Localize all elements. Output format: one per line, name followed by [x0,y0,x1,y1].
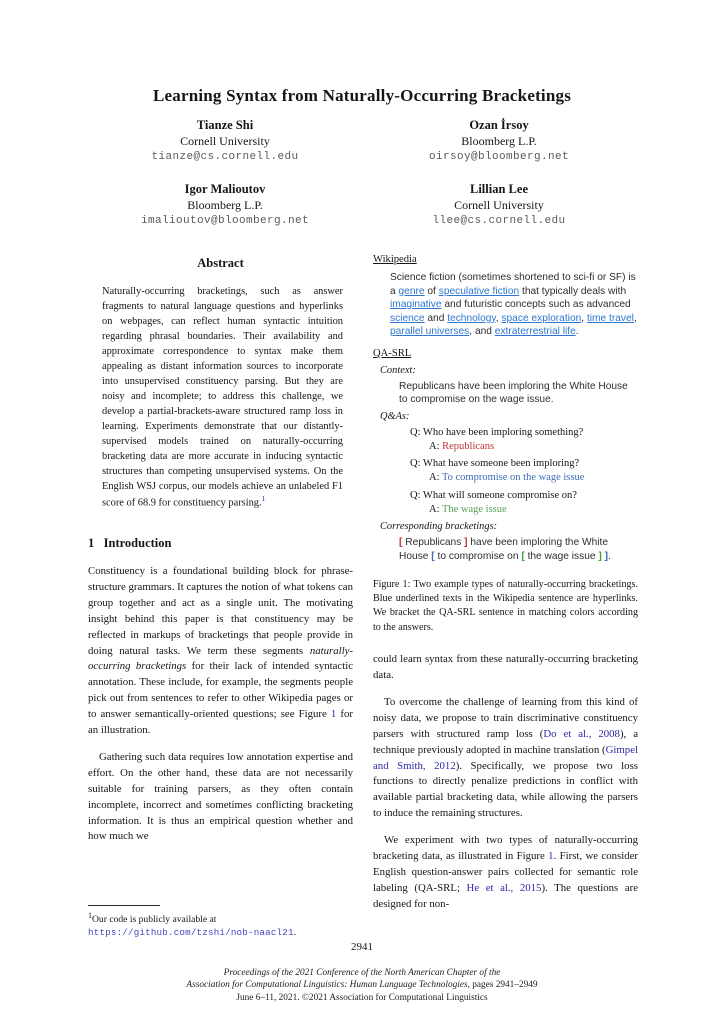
author-email: imalioutov@bloomberg.net [140,215,310,228]
body-text: ). Specifically, we propose two loss functions to directly penalize predictions in conflict with available partial bracketing data, while allowing the parsers to induce the remaining structures. [373,759,638,820]
wiki-text: and [424,312,448,324]
abstract-text: Naturally-occurring bracketings, such as answer fragments to natural language questions and hyperlinks on webpages, can reflect human syntactic intuition regarding phrasal boundaries. Their availability and approximate correspondence to syntax make them appealing as distant information sources to incorporate into unsupervised constituency parsing. But they are noisy and incomplete; to address this challenge, we develop a partial-brackets-aware structured ramp loss in learning. Experiments demonstrate that our distantly-supervised models trained on naturally-occurring bracketing data are more accurate in inducing syntactic structures than competing unsupervised systems. On the English WSJ corpus, our models achieve an unlabeled F1 score of 68.9 for constituency parsing. [102,286,343,509]
bracketings-label: Corresponding bracketings: [380,520,498,532]
wiki-hyperlink-parallel-universes[interactable]: parallel universes [390,326,470,338]
author-name: Igor Malioutov [184,181,266,196]
bracketed-text: have been imploring the White House [399,536,608,562]
author-affiliation: Bloomberg L.P. [187,197,263,212]
context-sentence: Republicans have been imploring the White House to compromise on the wage issue. [399,380,628,406]
body-paragraph-3 [373,833,638,913]
author-block [88,117,636,230]
wiki-hyperlink-genre[interactable]: genre [398,285,425,297]
body-paragraph-2 [373,695,638,822]
answer-prefix: A: [429,503,442,515]
body-text: To overcome the challenge of learning from this kind of noisy data, we propose to train discriminative constituency parsers with structured ramp loss ( [373,695,638,740]
wiki-text: and futuristic concepts such as advanced [441,299,631,311]
citation-do-et-al-2008[interactable]: Do et al., 2008 [543,727,620,740]
answer-text-red: Republicans [442,441,495,453]
body-text: We experiment with two types of naturally-occurring bracketing data, as illustrated in Figure [373,834,638,862]
close-bracket-blue: ] [604,550,609,562]
right-column-body [373,652,638,912]
qa-answer [429,440,638,454]
author-lillian-lee [362,181,636,230]
figure-1-reference-link[interactable]: 1 [548,849,554,862]
answer-prefix: A: [429,472,442,484]
author-ozan-irsoy [362,117,636,166]
close-bracket-green: ] [598,550,602,562]
body-paragraph-continuation: could learn syntax from these naturally-occurring bracketing data. [373,653,638,682]
figure-qasrl-label: QA-SRL [373,347,412,359]
open-bracket-blue: [ [431,550,435,562]
footnote-ref-link[interactable]: 1 [261,494,266,504]
body-text: ), a technique previously adopted in machine translation ( [373,727,638,756]
wiki-text: . [575,326,579,338]
close-bracket-red: ] [464,536,468,548]
bracketed-text: the wage issue [524,550,599,562]
qa-list [373,426,638,517]
author-name: Ozan İrsoy [469,118,529,132]
author-affiliation: Cornell University [454,197,544,212]
qa-answer [429,471,638,485]
figure-wikipedia-excerpt [390,271,638,339]
qa-question: Q: What will someone compromise on? [410,489,577,501]
intro-p1-text: Constituency is a foundational building block for phrase-structure grammars. It captures the notion of what tokens can group together and act as a single unit. The motivating insight behind this paper is that constituency may be reflected in markups of bracketings that people provide in doing natural tasks. We term these segments [88,564,353,657]
paper-title: Learning Syntax from Naturally-Occurring Bracketings [152,86,572,105]
author-email: llee@cs.cornell.edu [432,215,566,228]
wiki-hyperlink-science[interactable]: science [390,312,425,324]
author-tianze-shi [88,117,362,166]
abstract-heading: Abstract [197,256,244,270]
page-number: 2941 [351,941,373,953]
footnote-period: . [293,927,297,939]
author-email: oirsoy@bloomberg.net [428,151,570,164]
wiki-text: of [424,285,439,297]
wiki-hyperlink-technology[interactable]: technology [447,312,496,324]
footer-line-1: Proceedings of the 2021 Conference of the North American Chapter of the [223,968,501,978]
qa-question: Q: Who have been imploring something? [410,426,584,438]
wiki-hyperlink-imaginative[interactable]: imaginative [390,299,442,311]
wiki-text: , [581,312,587,324]
proceedings-footer [0,967,724,1004]
qas-label: Q&As: [380,410,410,422]
intro-p1-text: for an illustration. [88,708,354,737]
abstract-body [102,284,343,511]
qa-question: Q: What have someone been imploring? [410,458,580,470]
bracketed-text: . [608,550,611,562]
wiki-text: , and [469,326,495,338]
body-text: ). The questions are designed for non- [373,881,639,910]
footer-pages: , pages 2941–2949 [467,980,538,991]
footnote-text [88,910,353,940]
bracketed-text: to compromise on [434,550,522,562]
footnote-body: Our code is publicly available at [92,914,217,926]
wiki-text: , [495,312,502,324]
figure-1-caption: Figure 1: Two example types of naturally-occurring bracketings. Blue underlined texts in the Wikipedia sentence are hyperlinks. We bracket the QA-SRL sentence in matching colors according to the answers. [373,578,638,633]
wiki-hyperlink-space-exploration[interactable]: space exploration [501,312,582,324]
citation-he-et-al-2015[interactable]: He et al., 2015 [466,881,542,894]
author-name: Lillian Lee [470,181,528,196]
answer-prefix: A: [429,441,443,453]
footer-proceedings-title: Association for Computational Linguistics: Human Language Technologies [186,980,468,991]
wiki-text: , [633,312,637,324]
author-email: tianze@cs.cornell.edu [151,151,299,164]
footer-line-3: June 6–11, 2021. ©2021 Association for Computational Linguistics [236,992,488,1003]
author-affiliation: Bloomberg L.P. [461,133,537,148]
open-bracket-green: [ [521,550,525,562]
figure-wikipedia-label: Wikipedia [373,254,417,265]
figure-1-reference-link[interactable]: 1 [330,708,337,721]
bracketed-text: Republicans [402,536,465,548]
context-label: Context: [380,364,416,376]
section-heading-introduction: 1 Introduction [88,535,172,550]
author-name: Tianze Shi [196,118,254,132]
answer-text-green: The wage issue [441,503,507,515]
intro-paragraph-2: Gathering such data requires low annotation expertise and effort. On the other hand, these data are not necessarily suitable for training parsers, as they often contain incomplete, incorrect and sometimes conflicting bracketing information. It is thus an empirical question whether and how much we [88,750,353,843]
left-column [88,256,353,856]
open-bracket-red: [ [399,536,403,548]
qa-answer [429,503,638,517]
footnote [88,905,353,940]
wiki-text: Science fiction (sometimes shortened to sci-fi or SF) is a [390,272,636,297]
wiki-hyperlink-speculative-fiction[interactable]: speculative fiction [438,285,520,297]
github-url-link[interactable]: https://github.com/tzshi/nob-naacl21 [88,927,294,939]
intro-paragraph-1 [88,564,353,739]
answer-text-blue: To compromise on the wage issue [441,472,585,484]
intro-p1-emphasis: naturally-occurring bracketings [88,644,353,673]
wiki-hyperlink-time-travel[interactable]: time travel [586,312,634,324]
right-column [373,254,638,923]
footnote-rule [88,905,160,906]
wiki-hyperlink-extraterrestrial-life[interactable]: extraterrestrial life [494,326,576,338]
author-igor-malioutov [88,181,362,230]
citation-gimpel-smith-2012[interactable]: Gimpel and Smith, 2012 [373,743,638,772]
bracketed-sentence [399,536,638,564]
intro-p1-text: for their lack of intended syntactic annotation. These include, for example, the segments people pick out from sentences to refer to other Wikipedia pages or to answer semantically-oriented questions; see Figure [88,660,353,721]
wiki-text: that typically deals with [519,285,627,297]
footer-line-2 [0,979,724,991]
footnote-marker: 1 [88,911,92,920]
body-text: . First, we consider English question-answer pairs collected for semantic role labeling (QA-SRL; [373,849,638,894]
author-affiliation: Cornell University [180,133,270,148]
